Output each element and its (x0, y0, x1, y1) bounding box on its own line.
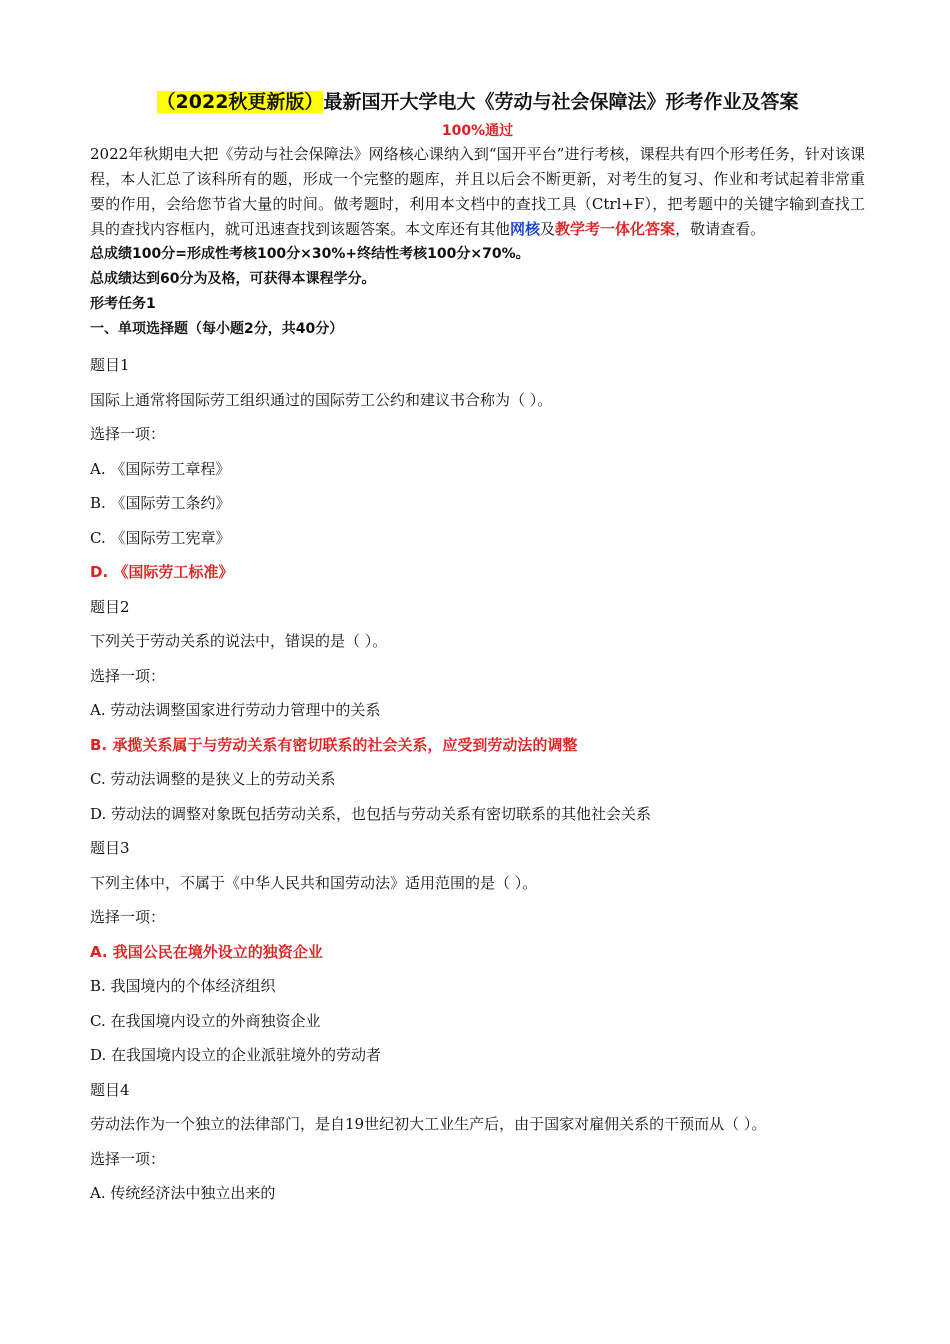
question-label: 题目1 (90, 356, 130, 375)
intro-text-b: 及 (540, 220, 556, 238)
intro-link-red: 教学考一体化答案 (555, 220, 676, 238)
question-2 (90, 590, 865, 832)
question-label: 题目3 (90, 839, 130, 858)
question-label: 题目2 (90, 597, 130, 616)
option: B. 我国境内的个体经济组织 (90, 977, 276, 996)
document-title (90, 88, 865, 116)
option: D. 劳动法的调整对象既包括劳动关系，也包括与劳动关系有密切联系的其他社会关系 (90, 804, 652, 823)
question-stem: 下列关于劳动关系的说法中，错误的是（ ）。 (90, 632, 388, 651)
option-correct: D. 《国际劳工标准》 (90, 563, 234, 582)
select-prompt: 选择一项： (90, 425, 166, 444)
option: A. 劳动法调整国家进行劳动力管理中的关系 (90, 701, 381, 720)
score-line-1: 总成绩100分=形成性考核100分×30%+终结性考核100分×70%。 (90, 246, 530, 262)
score-line-2: 总成绩达到60分为及格，可获得本课程学分。 (90, 271, 376, 287)
select-prompt: 选择一项： (90, 908, 166, 927)
question-3 (90, 831, 865, 1073)
task-heading: 形考任务1 (90, 296, 156, 312)
question-label: 题目4 (90, 1080, 130, 1099)
question-4 (90, 1073, 865, 1211)
option: C. 劳动法调整的是狭义上的劳动关系 (90, 770, 336, 789)
select-prompt: 选择一项： (90, 1149, 166, 1168)
question-1 (90, 348, 865, 590)
question-stem: 劳动法作为一个独立的法律部门，是自19世纪初大工业生产后，由于国家对雇佣关系的干预而从（ ）。 (90, 1115, 767, 1134)
option: D. 在我国境内设立的企业派驻境外的劳动者 (90, 1046, 382, 1065)
select-prompt: 选择一项： (90, 666, 166, 685)
subtitle: 100%通过 (441, 123, 514, 139)
title-highlight: （2022秋更新版） (156, 91, 324, 113)
option: A. 《国际劳工章程》 (90, 459, 231, 478)
option: C. 《国际劳工宪章》 (90, 528, 231, 547)
section-heading: 一、单项选择题（每小题2分，共40分） (90, 321, 344, 337)
intro-text-c: ，敬请查看。 (675, 220, 766, 238)
option-correct: A. 我国公民在境外设立的独资企业 (90, 942, 323, 961)
intro-link-blue: 网核 (510, 220, 541, 238)
question-stem: 下列主体中，不属于《中华人民共和国劳动法》适用范围的是（ ）。 (90, 873, 538, 892)
option-correct: B. 承揽关系属于与劳动关系有密切联系的社会关系，应受到劳动法的调整 (90, 735, 578, 754)
document-page (90, 88, 865, 1211)
question-stem: 国际上通常将国际劳工组织通过的国际劳工公约和建议书合称为（ ）。 (90, 390, 553, 409)
option: A. 传统经济法中独立出来的 (90, 1184, 276, 1203)
question-list (90, 348, 865, 1211)
intro-paragraph (90, 142, 865, 242)
option: B. 《国际劳工条约》 (90, 494, 231, 513)
option: C. 在我国境内设立的外商独资企业 (90, 1011, 321, 1030)
intro-text-a: 2022年秋期电大把《劳动与社会保障法》网络核心课纳入到“国开平台”进行考核，课程共有四个形考任务，针对该课程，本人汇总了该科所有的题，形成一个完整的题库，并且以后会不断更新，对考生的复习、作业和考试起着非常重要的作用，会给您节省大量的时间。做考题时，利用本文档中的查找工具（Ctrl+F），把考题中的关键字输到查找工具的查找内容框内，就可迅速查找到该题答案。本文库还有其他 (90, 145, 865, 238)
title-main: 最新国开大学电大《劳动与社会保障法》形考作业及答案 (323, 91, 799, 113)
